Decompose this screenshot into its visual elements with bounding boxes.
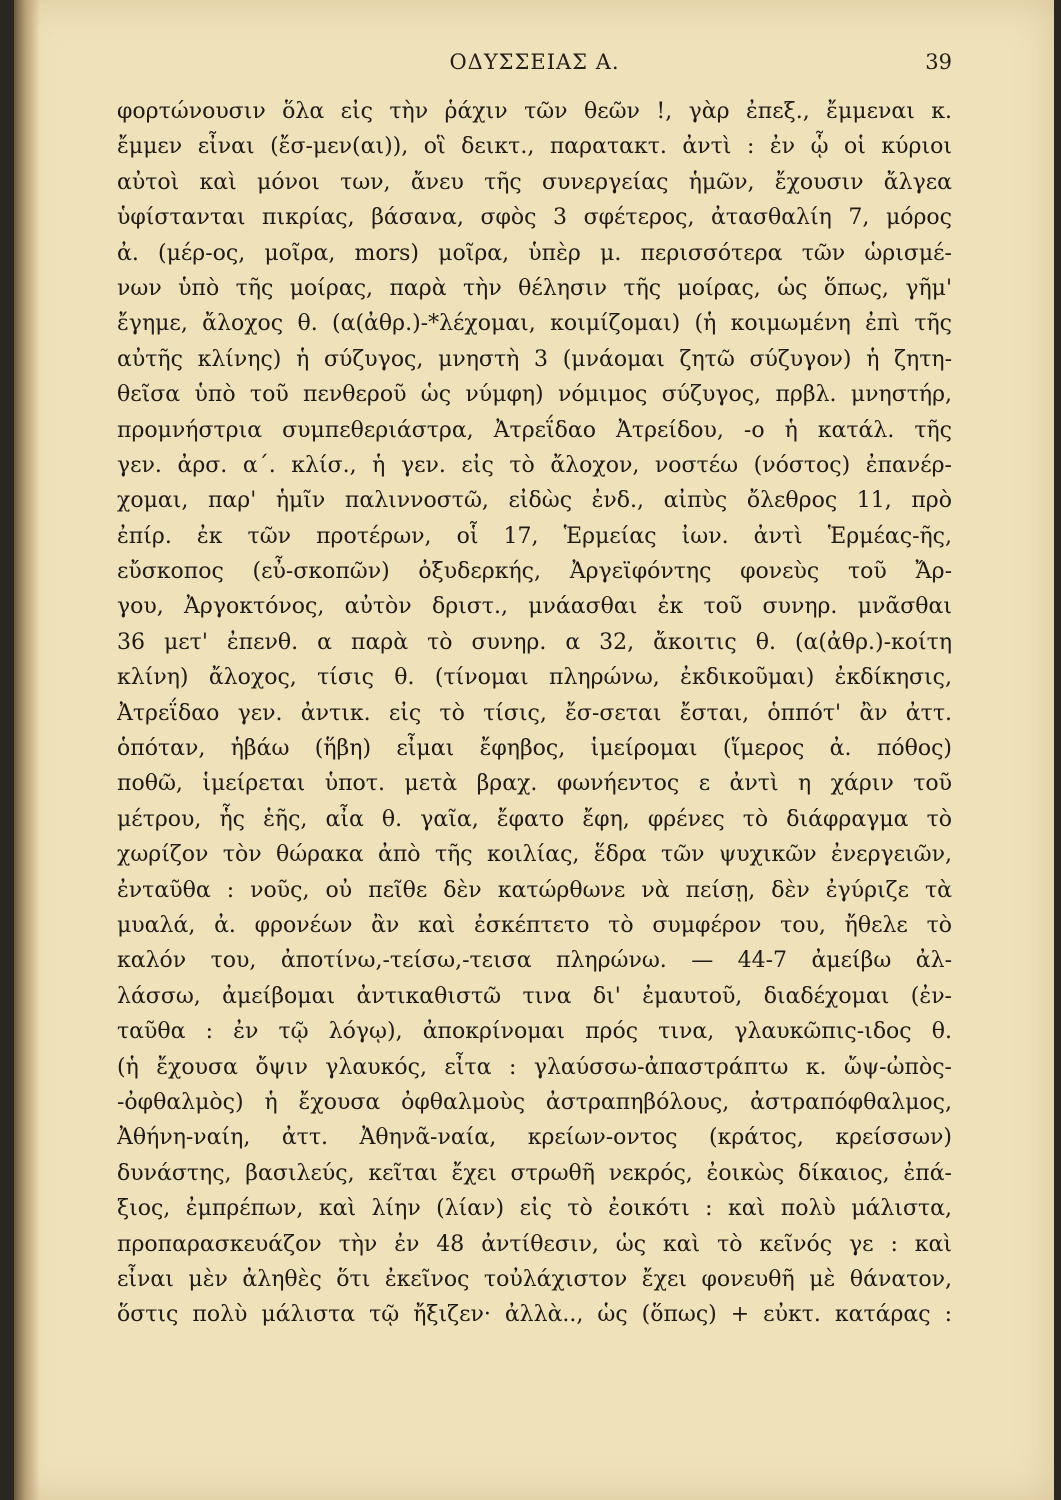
text-line: -ὀφθαλμὸς) ἡ ἔχουσα ὀφθαλμοὺς ἀστραπηβόλους, ἀστραπόφθαλμος, <box>117 1089 952 1115</box>
text-line: ἔγημε, ἄλοχος θ. (α(ἀθρ.)-*λέχομαι, κοιμίζομαι) (ἡ κοιμωμένη ἐπὶ τῆς <box>117 311 952 337</box>
text-line: ὅστις πολὺ μάλιστα τῷ ἤξιζεν· ἀλλὰ.., ὡς (ὅπως) + εὐκτ. κατάρας : <box>117 1302 952 1328</box>
text-line: Ἀτρεΐδαο γεν. ἀντικ. εἰς τὸ τίσις, ἔσ-σεται ἔσται, ὁππότ' ἂν ἀττ. <box>117 700 952 726</box>
text-line: ἔμμεν εἶναι (ἔσ-μεν(αι)), οἳ δεικτ., παρατακτ. ἀντὶ : ἐν ᾧ οἱ κύριοι <box>117 134 952 160</box>
text-line: εἶναι μὲν ἀληθὲς ὅτι ἐκεῖνος τοὐλάχιστον ἔχει φονευθῆ μὲ θάνατον, <box>117 1266 952 1292</box>
text-line: μυαλά, ἀ. φρονέων ἂν καὶ ἐσκέπτετο τὸ συμφέρον του, ἤθελε τὸ <box>117 912 952 938</box>
page-gutter-shadow <box>14 0 40 1500</box>
text-line: θεῖσα ὑπὸ τοῦ πενθεροῦ ὡς νύμφη) νόμιμος σύζυγος, πρβλ. μνηστήρ, <box>117 382 952 408</box>
text-line: κλίνη) ἄλοχος, τίσις θ. (τίνομαι πληρώνω, ἐκδικοῦμαι) ἐκδίκησις, <box>117 665 952 691</box>
text-line: (ἡ ἔχουσα ὄψιν γλαυκός, εἶτα : γλαύσσω-ἀπαστράπτω κ. ὤψ-ὠπὸς- <box>117 1054 952 1080</box>
text-line: προμνήστρια συμπεθεριάστρα, Ἀτρεΐδαο Ἀτρείδου, -ο ἡ κατάλ. τῆς <box>117 417 952 443</box>
text-line: Ἀθήνη-ναίη, ἀττ. Ἀθηνᾶ-ναία, κρείων-οντος (κράτος, κρείσσων) <box>117 1125 952 1151</box>
text-line: ταῦθα : ἐν τῷ λόγῳ), ἀποκρίνομαι πρός τινα, γλαυκῶπις-ιδος θ. <box>117 1019 952 1045</box>
page-number: 39 <box>925 50 952 74</box>
text-line: αὐτοὶ καὶ μόνοι των, ἄνευ τῆς συνεργείας ἡμῶν, ἔχουσιν ἄλγεα <box>117 169 952 195</box>
text-line: ὑφίστανται πικρίας, βάσανα, σφὸς 3 σφέτερος, ἀτασθαλίη 7, μόρος <box>117 205 952 231</box>
text-line: ξιος, ἐμπρέπων, καὶ λίην (λίαν) εἰς τὸ ἐοικότι : καὶ πολὺ μάλιστα, <box>117 1196 952 1222</box>
text-line: ἐνταῦθα : νοῦς, οὐ πεῖθε δὲν κατώρθωνε νὰ πείσῃ, δὲν ἐγύριζε τὰ <box>117 877 952 903</box>
text-line: λάσσω, ἀμείβομαι ἀντικαθιστῶ τινα δι' ἐμαυτοῦ, διαδέχομαι (ἐν- <box>117 983 952 1009</box>
commentary-text <box>117 94 952 1333</box>
text-line: ἀ. (μέρ-ος, μοῖρα, mors) μοῖρα, ὑπὲρ μ. περισσότερα τῶν ὡρισμέ- <box>117 240 952 266</box>
text-line: χομαι, παρ' ἡμῖν παλιννοστῶ, εἰδὼς ἐνδ., αἰπὺς ὄλεθρος 11, πρὸ <box>117 488 952 514</box>
text-line: μέτρου, ἧς ἑῆς, αἶα θ. γαῖα, ἔφατο ἔφη, φρένες τὸ διάφραγμα τὸ <box>117 806 952 832</box>
text-line: χωρίζον τὸν θώρακα ἀπὸ τῆς κοιλίας, ἕδρα τῶν ψυχικῶν ἐνεργειῶν, <box>117 842 952 868</box>
running-head <box>117 44 952 84</box>
text-line: ποθῶ, ἱμείρεται ὑποτ. μετὰ βραχ. φωνήεντος ε ἀντὶ η χάριν τοῦ <box>117 771 952 797</box>
text-line: 36 μετ' ἐπενθ. α παρὰ τὸ συνηρ. α 32, ἄκοιτις θ. (α(ἀθρ.)-κοίτη <box>117 629 952 655</box>
text-line: δυνάστης, βασιλεύς, κεῖται ἔχει στρωθῆ νεκρός, ἐοικὼς δίκαιος, ἐπά- <box>117 1160 952 1186</box>
text-line: καλόν του, ἀποτίνω,-τείσω,-τεισα πληρώνω. — 44-7 ἀμείβω ἀλ- <box>117 948 952 974</box>
text-line: εὔσκοπος (εὖ-σκοπῶν) ὀξυδερκής, Ἀργεϊφόντης φονεὺς τοῦ Ἄρ- <box>117 559 952 585</box>
text-line: γεν. ἀρσ. α΄. κλίσ., ἡ γεν. εἰς τὸ ἄλοχον, νοστέω (νόστος) ἐπανέρ- <box>117 452 952 478</box>
text-line: φορτώνουσιν ὅλα εἰς τὴν ῥάχιν τῶν θεῶν !, γὰρ ἐπεξ., ἔμμεναι κ. <box>117 99 952 124</box>
text-line: αὐτῆς κλίνης) ἡ σύζυγος, μνηστὴ 3 (μνάομαι ζητῶ σύζυγον) ἡ ζητη- <box>117 346 952 372</box>
running-title: ΟΔΥΣΣΕΙΑΣ Α. <box>449 50 620 74</box>
text-line: νων ὑπὸ τῆς μοίρας, παρὰ τὴν θέλησιν τῆς μοίρας, ὡς ὅπως, γῆμ' <box>117 275 952 301</box>
text-line: ὁπόταν, ἡβάω (ἥβη) εἶμαι ἔφηβος, ἱμείρομαι (ἵμερος ἀ. πόθος) <box>117 736 952 762</box>
text-line: ἐπίρ. ἐκ τῶν προτέρων, οἷ 17, Ἑρμείας ἰων. ἀντὶ Ἑρμέας-ῆς, <box>117 523 952 549</box>
text-line: προπαρασκευάζον τὴν ἐν 48 ἀντίθεσιν, ὡς καὶ τὸ κεῖνός γε : καὶ <box>117 1231 952 1257</box>
text-line: γου, Ἀργοκτόνος, αὐτὸν δριστ., μνάασθαι ἐκ τοῦ συνηρ. μνᾶσθαι <box>117 594 952 620</box>
